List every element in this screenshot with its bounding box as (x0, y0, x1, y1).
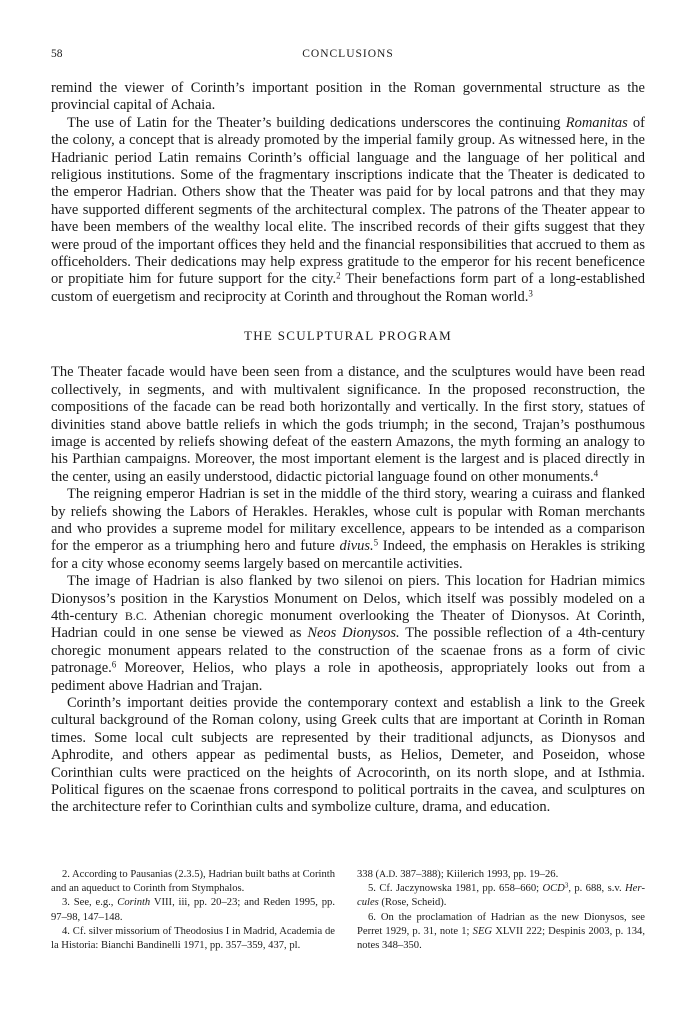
footnote-4-continued: 338 (A.D. 387–388); Kiilerich 1993, pp. 19–26. (357, 869, 559, 880)
main-text (51, 80, 645, 817)
paragraph-silenoi: The image of Hadrian is also flanked by two silenoi on piers. This location for Hadrian mimics Dionysos’s position in the Karystios Monument on Delos, which itself was possibly modeled on a 4th-century B.C. Athenian choregic monument overlooking the Theater of Dionysos. At Corinth, Hadrian could in one sense be viewed as Neos Dionysos. The possible reflection of a 4th-century choregic monument appears related to the construction of the scaenae frons as a form of civic patronage.$^6$ Moreover, Helios, who plays a role in apotheosis, appropriately looks out from a pediment above Hadrian and Trajan. (51, 573, 646, 694)
footnote-2: 2. According to Pausanias (2.3.5), Hadrian built baths at Corinth and an aqueduct to Corinth from Stymphalos. (51, 869, 335, 895)
paragraph-deities: Corinth’s important deities provide the contemporary context and establish a link to the Greek cultural background of the Roman colony, using Greek cults that are important at Corinth in Roman times. Some local cult subjects are represented by their traditional adjuncts, as Dionysos and Aphrodite, and others appear as pedimental busts, as Helios, Demeter, and Poseidon, whose Corinthian cults were practiced on the heights of Acrocorinth, on its north slope, and at Isthmia. Political figures on the scaenae frons correspond to political portraits in the cavea, and sculptures on the architecture refer to Corinthian cults and symbolize culture, drama, and education. (51, 695, 645, 816)
emphasis-romanitas: Romanitas (565, 114, 628, 131)
running-title: CONCLUSIONS (302, 48, 394, 60)
page-number: 58 (51, 48, 63, 60)
footnotes-right-column (357, 868, 645, 953)
footnote-ref-2: 2 (336, 270, 341, 281)
footnote-3: 3. See, e.g., Corinth VIII, iii, pp. 20–23; and Reden 1995, pp. 97–98, 147–148. (51, 897, 335, 923)
section-heading: THE SCULPTURAL PROGRAM (244, 328, 452, 344)
footnote-ref-5: 5 (373, 537, 379, 548)
paragraph-facade: The Theater facade would have been seen from a distance, and the sculptures would have been read collectively, in segments, and with multivalent significance. In the proposed reconstruction, the compositions of the facade can be read both horizontally and vertically. In the first story, statues of divinities stand above battle reliefs in which the gods triumph; in the second, Trajan’s posthumous image is accented by reliefs showing defeat of the eastern Amazons, the myth forming an analogy to his Parthian campaigns. Moreover, the most important element is the largest and is placed directly in the center, using an easily understood, didactic pictorial language found on other monuments.$^4$ (51, 364, 645, 485)
footnote-5: 5. Cf. Jaczynowska 1981, pp. 658–660; OCD$^3$, p. 688, s.v. Hercules (Rose, Scheid). (357, 881, 645, 909)
paragraph-continuation: remind the viewer of Corinth’s important position in the Roman governmental structure as the provincial capital of Achaia. (51, 80, 645, 114)
footnote-ref-4: 4 (593, 468, 599, 479)
footnote-6: 6. On the proclamation of Hadrian as the new Dionysos, see Perret 1929, p. 31, note 1; SEG XLVII 222; Despinis 2003, p. 134, notes 348–350. (357, 911, 645, 952)
running-header (51, 48, 645, 66)
emphasis-neos-dionysos: Neos Dionysos. (307, 625, 400, 642)
footnote-ref-3: 3 (528, 288, 533, 299)
emphasis-divus: divus. (339, 538, 374, 555)
footnotes (51, 868, 645, 953)
paragraph-latin-dedications: The use of Latin for the Theater’s building dedications underscores the continuing Romanitas of the colony, a concept that is already promoted by the imperial family group. As witnessed here, in the Hadrianic period Latin remains Corinth’s official language and the language of her political and religious institutions. Some of the fragmentary inscriptions indicate that the Theater is dedicated to the emperor Hadrian. Others show that the Theater was paid for by local patrons and that they may have supported different segments of the architectural complex. The patrons of the Theater appear to have been members of the wealthy local elite. The inscribed records of their gifts suggest that they were proud of the important offices they held and the financial responsibilities that accrued to them as officeholders. Their dedications may help express gratitude to the emperor for his recent beneficence or propitiate him for future support for the city.$^2$ Their benefactions form part of a long-established custom of euergetism and reciprocity at Corinth and throughout the Roman world.$^3$ (51, 114, 645, 305)
footnotes-left-column (51, 868, 335, 953)
footnote-ref-6: 6 (111, 659, 117, 670)
footnote-4: 4. Cf. silver missorium of Theodosius I in Madrid, Academia de la Historia: Bianchi Bandinelli 1971, pp. 357–359, 437, pl. (51, 925, 335, 952)
paragraph-hadrian-herakles: The reigning emperor Hadrian is set in the middle of the third story, wearing a cuirass and flanked by reliefs showing the Labors of Herakles. Herakles, whose cult is popular with Roman merchants and who provides a supreme model for military excellence, appears to be intended as a comparison for the emperor as a triumphing hero and future divus.$^5$ Indeed, the emphasis on Herakles is striking for a city whose economy seems largely based on mercantile activities. (51, 486, 645, 572)
era-abbreviation: B.C. (124, 608, 147, 623)
